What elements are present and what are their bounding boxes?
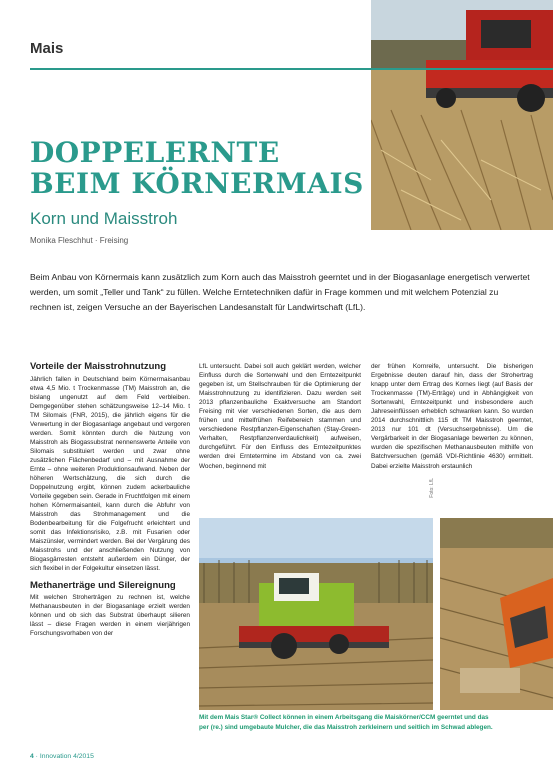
text-column-1 xyxy=(30,362,190,638)
article-title xyxy=(30,137,364,199)
article-subtitle: Korn und Maisstroh xyxy=(30,209,178,228)
caption-line-1: Mit dem Mais Star® Collect können in einem Arbeitsgang die Maiskörner/CCM geerntet und das xyxy=(199,714,489,721)
lead-paragraph: Beim Anbau von Körnermais kann zusätzlich zum Korn auch das Maisstroh geerntet und in der Biogasanlage energetisch verwertet werden, um somit „Teller und Tank“ zu füllen. Welche Erntetechniken dafür in Frage kommen und mit welchem Potenzial zu rechnen ist, zeigen Versuche an der Bayerischen Landesanstalt für Landwirtschaft (LfL). xyxy=(30,272,530,312)
heading-methanertraege: Methanerträge und Silereignung xyxy=(30,579,176,591)
paragraph: LfL untersucht. Dabei soll auch geklärt werden, welcher Einfluss durch die Sortenwahl und den Erntezeitpunkt gegeben ist, um Stellschrauben für die Optimierung der Maisstrohnutzung zu identifizieren. Dazu werden seit 2013 pflanzenbauliche Exaktversuche am Standort Freising mit vier verschiedenen Sorten, die aus dem frühen und mittelfrühen Reifebereich stammen und verschiedene Restpflanzen-Eigenschaften (Stay-Green-Verhalten, Restpflanzenverdaulichkeit) aufweisen, durchgeführt. Für den Einfluss des Erntezeitpunktes werden drei Erntetermine im Abstand von ca. zwei Wochen, beginnend mit xyxy=(199,363,361,470)
footer-publication: · Innovation 4/2015 xyxy=(35,753,94,760)
caption-line-2: per (re.) sind umgebaute Mulcher, die das Maisstroh zerkleinern und seitlich im Schwad ablegen. xyxy=(199,723,493,731)
photo-harvester-maize-field xyxy=(199,518,433,710)
section-label: Mais xyxy=(30,40,64,57)
title-line-2: BEIM KÖRNERMAIS xyxy=(30,167,364,200)
hero-photo-combine-harvester xyxy=(371,0,553,230)
text-column-2 xyxy=(199,362,361,471)
photo-mulcher xyxy=(440,518,553,710)
paragraph: der frühen Kornreife, untersucht. Die bisherigen Ergebnisse deuten darauf hin, dass der Strohertrag knapp unter dem Ertrag des Kornes liegt (auf Basis der Trockenmasse (TM)-Erträge) und in Abhängigkeit von Sortenwahl, Erntezeitpunkt und insbesondere auch Jahreseinflüssen erheblich schwanken kann. So wurden 2014 durchschnittlich 115 dt TM Maisstroh geerntet, 2013 nur 101 dt (Versuchsergebnisse). Um die Vergärbarkeit in der Biogasanlage bewerten zu können, wurden die spezifischen Methanausbeuten mithilfe von Batchversuchen (gemäß VDI-Richtlinie 4630) ermittelt. Dabei erzielte Maisstroh erstaunlich xyxy=(371,363,533,470)
figure-caption xyxy=(199,713,553,732)
paragraph: Jährlich fallen in Deutschland beim Körnermaisanbau etwa 4,5 Mio. t Trockenmasse (TM) Maisstroh an, die bislang ungenutzt auf dem Feld verbleiben. Demgegenüber stehen schätzungsweise 12–14 Mio. t TM Silomais (FNR, 2015), die jährlich eigens für die Verwertung in der Biogasanlage angebaut und vergoren werden. Somit könnten durch die Nutzung von Maisstroh als Biogassubstrat nennenswerte Anteile von Silomais substituiert werden und zwar ohne zusätzlichen Flächenbedarf und – mit Ausnahme der Ernte – ohne weiteren Produktionsaufwand. Neben der höheren Wertschätzung, die sich durch die Doppelnutzung ergibt, können zudem ackerbauliche Vorteile gegeben sein. Gerade in Fruchtfolgen mit einem hohen Körnermaisanteil, kann durch die Abfuhr von Maisstroh das Strohmanagement und die Bodenbearbeitung für die Folgefrucht erleichtert und somit das Infektionsrisiko, z.B. mit Fusarien oder Maiszünsler, vermindert werden. Bei der Vergärung des Maisstrohs und der anschließenden Nutzung von Biogasgärresten entsteht außerdem ein Dünger, der sich flexibel in der Folgekultur einsetzen lässt. xyxy=(30,375,190,573)
photo-credit: Foto: LfL xyxy=(429,478,435,498)
text-column-3 xyxy=(371,362,533,471)
section-divider xyxy=(30,68,553,70)
page-number: 4 xyxy=(30,753,34,760)
page-footer xyxy=(30,753,94,760)
author-byline: Monika Fleschhut · Freising xyxy=(30,236,129,245)
heading-vorteile: Vorteile der Maisstrohnutzung xyxy=(30,361,167,372)
title-line-1: DOPPELERNTE xyxy=(30,136,280,169)
paragraph: Mit welchen Stroherträgen zu rechnen ist, welche Methanausbeuten in der Biogasanlage erzielt werden können und ob sich das Substrat überhaupt silieren lässt – diese Fragen werden in einem vierjährigen Forschungsvorhaben von der xyxy=(30,594,190,638)
